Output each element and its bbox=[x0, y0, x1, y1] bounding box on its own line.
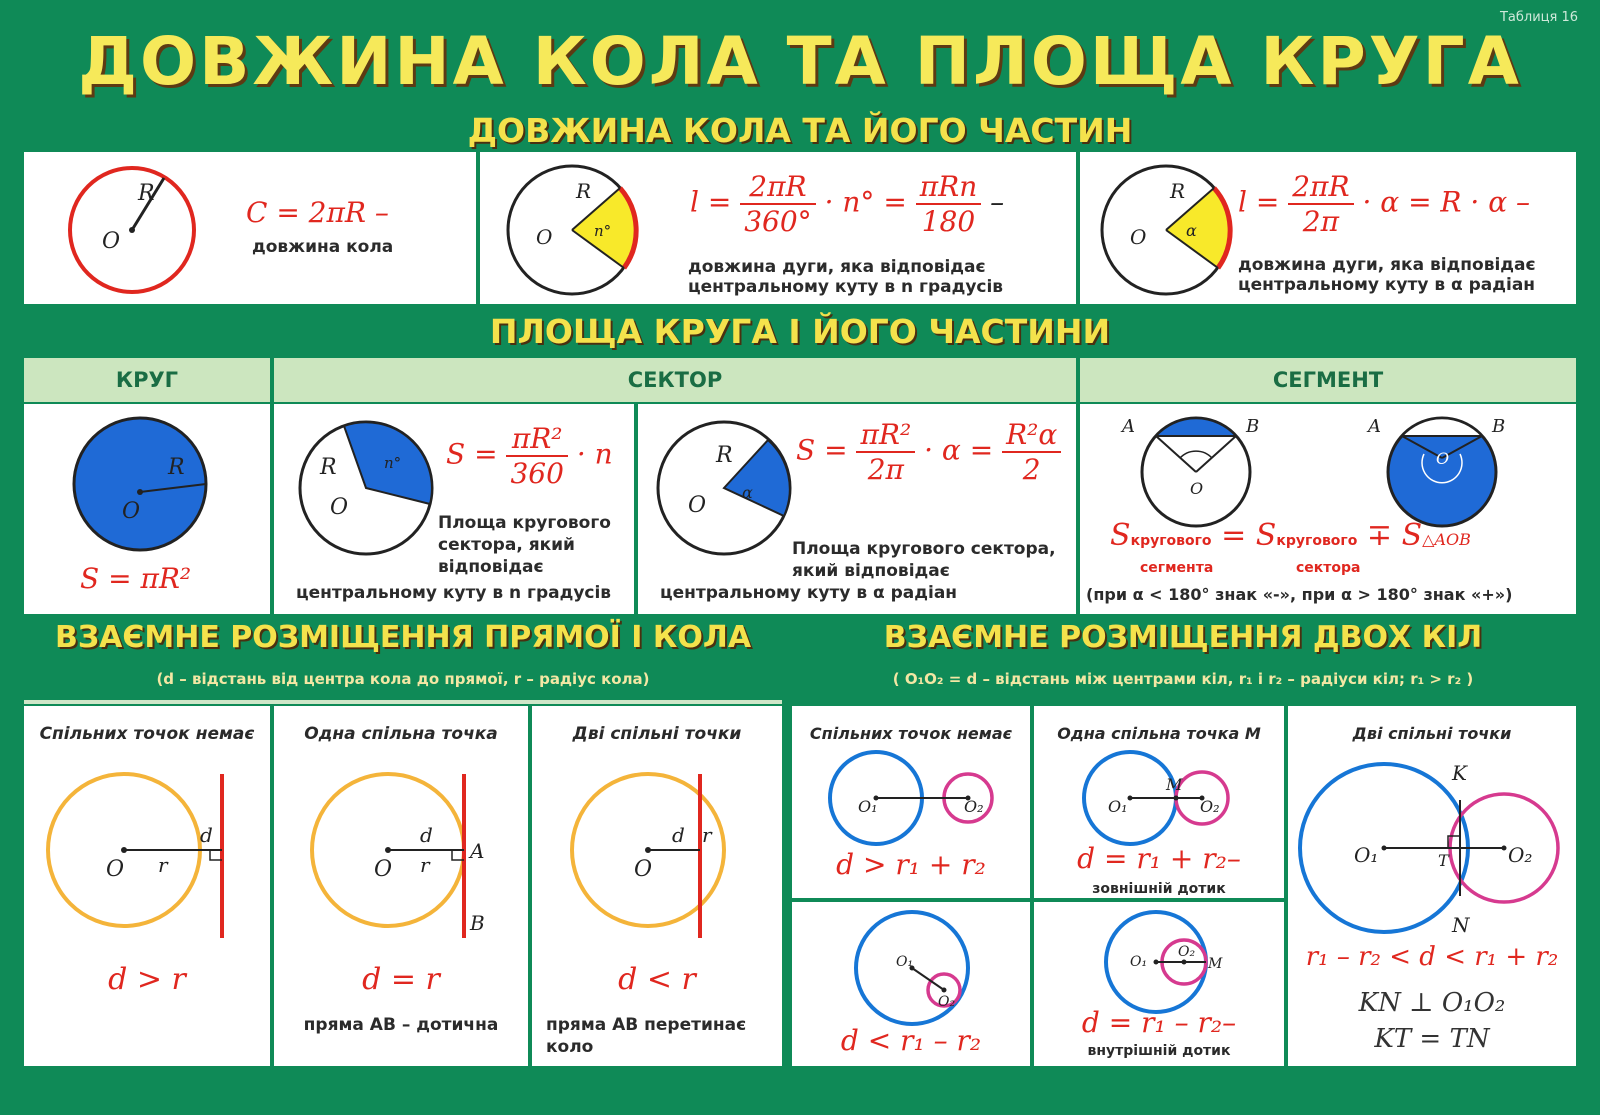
svg-text:B: B bbox=[1246, 416, 1260, 437]
fraction-2 bbox=[1002, 418, 1061, 486]
segment-s2: S bbox=[1255, 518, 1277, 553]
case-title: Спільних точок немає bbox=[39, 724, 255, 744]
circumference-panel-3 bbox=[1080, 152, 1576, 304]
sector-radians-caption-2: який відповідає bbox=[792, 561, 950, 581]
svg-text:O₂: O₂ bbox=[1178, 944, 1196, 960]
sector-tail: · n bbox=[576, 437, 613, 471]
svg-text:R: R bbox=[320, 455, 337, 480]
svg-text:O: O bbox=[688, 493, 707, 518]
svg-text:O: O bbox=[1130, 225, 1147, 249]
svg-text:O: O bbox=[634, 857, 653, 882]
circumference-panel-2 bbox=[480, 152, 1076, 304]
case-formula: d < r bbox=[618, 962, 696, 997]
fraction-1 bbox=[740, 170, 815, 238]
external-tangent-diagram bbox=[1060, 750, 1260, 850]
segment-formula bbox=[1110, 518, 1471, 553]
denominator: 360° bbox=[744, 205, 812, 238]
tc-title: Спільних точок немає bbox=[809, 724, 1013, 743]
filled-circle-diagram bbox=[50, 412, 230, 562]
arc-degrees-caption-1: довжина дуги, яка відповідає bbox=[688, 257, 986, 277]
internal-tangent-diagram bbox=[1084, 908, 1244, 1018]
svg-text:T: T bbox=[1438, 851, 1449, 870]
circumference-panel-1 bbox=[24, 152, 476, 304]
svg-text:B: B bbox=[470, 911, 485, 935]
case-formula: d > r bbox=[108, 962, 186, 997]
area-segment-panel bbox=[1080, 404, 1576, 614]
svg-text:R: R bbox=[168, 455, 185, 480]
svg-text:n°: n° bbox=[594, 222, 612, 240]
area-title: ПЛОЩА КРУГА І ЙОГО ЧАСТИНИ bbox=[489, 312, 1111, 351]
svg-text:A: A bbox=[1122, 416, 1135, 437]
tc-formula: d < r₁ – r₂ bbox=[840, 1024, 982, 1057]
svg-text:d: d bbox=[420, 823, 433, 847]
arc-degrees-formula bbox=[690, 170, 1004, 238]
case-title: Дві спільні точки bbox=[572, 724, 742, 744]
svg-text:O₁: O₁ bbox=[858, 797, 878, 816]
sector-radians-formula bbox=[796, 418, 1061, 486]
svg-text:R: R bbox=[716, 443, 733, 468]
svg-text:d: d bbox=[672, 823, 685, 847]
segment-s1: S bbox=[1110, 518, 1131, 553]
header-segment: СЕГМЕНТ bbox=[1080, 358, 1576, 402]
sector-mid: · α = bbox=[924, 433, 994, 467]
circle-area-formula: S = πR² bbox=[80, 562, 192, 595]
circumference-caption: довжина кола bbox=[252, 237, 394, 257]
svg-text:R: R bbox=[576, 179, 592, 203]
tc-title: Дві спільні точки bbox=[1352, 724, 1512, 743]
line-circle-case-3 bbox=[532, 706, 782, 1066]
two-circles-area bbox=[790, 706, 1576, 1066]
segment-eq: = bbox=[1221, 518, 1247, 553]
sector-degrees-formula bbox=[446, 422, 613, 490]
numerator: πR² bbox=[856, 418, 915, 453]
tc-formula: d > r₁ + r₂ bbox=[836, 848, 986, 881]
svg-text:O: O bbox=[374, 857, 393, 882]
svg-text:M: M bbox=[1208, 956, 1223, 972]
sector-degrees-caption-1: Площа кругового bbox=[438, 513, 611, 533]
svg-text:O₂: O₂ bbox=[1200, 797, 1220, 816]
svg-text:O: O bbox=[102, 229, 121, 254]
line-circle-case-1 bbox=[24, 706, 270, 1066]
nested-circles-diagram bbox=[832, 908, 992, 1028]
header-circle: КРУГ bbox=[24, 358, 270, 402]
line-circle-title: ВЗАЄМНЕ РОЗМІЩЕННЯ ПРЯМОЇ І КОЛА bbox=[54, 620, 752, 655]
case-caption: пряма AB перетинає коло bbox=[546, 1015, 747, 1057]
svg-text:O: O bbox=[1190, 479, 1204, 498]
arc-l: l = bbox=[1238, 185, 1280, 219]
sector-radians-diagram bbox=[644, 412, 804, 562]
sector-degrees-caption-3: відповідає bbox=[438, 557, 544, 577]
svg-text:R: R bbox=[1170, 179, 1186, 203]
denominator: 2π bbox=[867, 453, 904, 486]
line-circle-case-2 bbox=[274, 706, 528, 1066]
page-title: ДОВЖИНА КОЛА ТА ПЛОЩА КРУГА bbox=[78, 23, 1522, 100]
intersecting-circles-diagram bbox=[1294, 750, 1574, 940]
segment-pm: ∓ S bbox=[1366, 518, 1423, 553]
area-circle-panel bbox=[24, 404, 270, 614]
segment-sub2a: кругового bbox=[1276, 533, 1358, 549]
two-common-points-diagram bbox=[552, 770, 772, 950]
arc-radians-diagram bbox=[1086, 158, 1246, 298]
header-sector: СЕКТОР bbox=[274, 358, 1076, 402]
svg-text:O: O bbox=[122, 499, 141, 524]
circumference-title: ДОВЖИНА КОЛА ТА ЙОГО ЧАСТИН bbox=[467, 111, 1133, 150]
circle-radius-diagram bbox=[42, 160, 242, 300]
tc-title: Одна спільна точка M bbox=[1057, 724, 1261, 743]
sector-degrees-caption-4: центральному куту в n градусів bbox=[296, 583, 612, 603]
svg-text:r: r bbox=[158, 853, 168, 877]
svg-text:A: A bbox=[1368, 416, 1381, 437]
arc-l: l = bbox=[690, 185, 732, 219]
svg-text:O: O bbox=[330, 495, 349, 520]
svg-text:R: R bbox=[138, 181, 155, 206]
fraction-2 bbox=[916, 170, 982, 238]
tc-equal-segments: KT = TN bbox=[1374, 1024, 1490, 1054]
svg-text:r: r bbox=[702, 823, 712, 847]
svg-text:O₁: O₁ bbox=[1108, 797, 1128, 816]
svg-text:α: α bbox=[1186, 221, 1197, 240]
circumference-formula: C = 2πR – bbox=[246, 196, 389, 229]
denominator: 2 bbox=[1022, 453, 1041, 486]
svg-text:O: O bbox=[536, 225, 553, 249]
tc-formula: r₁ – r₂ < d < r₁ + r₂ bbox=[1305, 942, 1559, 972]
sector-s: S = bbox=[446, 437, 498, 471]
svg-text:K: K bbox=[1452, 761, 1467, 785]
area-sector-panel-1 bbox=[274, 404, 634, 614]
arc-mid: · n° = bbox=[824, 185, 907, 219]
case-title: Одна спільна точка bbox=[304, 724, 498, 744]
svg-text:O: O bbox=[106, 857, 125, 882]
numerator: πR² bbox=[506, 422, 567, 457]
arc-radians-caption-2: центральному куту в α радіан bbox=[1238, 275, 1536, 295]
tc-one-common bbox=[1034, 706, 1284, 898]
arc-tail: – bbox=[990, 185, 1005, 219]
svg-text:O₂: O₂ bbox=[1508, 843, 1533, 867]
sector-radians-caption-1: Площа кругового сектора, bbox=[792, 539, 1056, 559]
tc-caption: внутрішній дотик bbox=[1087, 1043, 1231, 1059]
denominator: 2π bbox=[1302, 205, 1339, 238]
segment-note: (при α < 180° знак «-», при α > 180° знак «+») bbox=[1086, 585, 1513, 604]
svg-text:O: O bbox=[1436, 449, 1450, 468]
svg-text:B: B bbox=[1492, 416, 1506, 437]
line-circle-bar bbox=[24, 700, 782, 704]
tc-formula: d = r₁ – r₂– bbox=[1081, 1006, 1237, 1039]
arc-radians-formula bbox=[1238, 170, 1530, 238]
arc-degrees-diagram bbox=[490, 158, 650, 298]
sector-degrees-diagram bbox=[284, 412, 444, 562]
segment-sub1a: кругового bbox=[1130, 533, 1212, 549]
segment-major-diagram bbox=[1356, 408, 1526, 528]
svg-text:α: α bbox=[742, 483, 753, 502]
segment-sub1b: сегмента bbox=[1140, 560, 1214, 576]
segment-sub3: △AOB bbox=[1422, 530, 1471, 549]
table-number: Таблиця 16 bbox=[1499, 10, 1578, 25]
tc-internal-no-common bbox=[792, 902, 1030, 1066]
svg-text:N: N bbox=[1452, 913, 1470, 937]
two-circles-note: ( O₁O₂ = d – відстань між центрами кіл, r₁ і r₂ – радіуси кіл; r₁ > r₂ ) bbox=[892, 670, 1474, 688]
denominator: 360 bbox=[510, 457, 564, 490]
arc-mid: · α = R · α – bbox=[1362, 185, 1531, 219]
fraction-1 bbox=[856, 418, 915, 486]
svg-text:O₂: O₂ bbox=[964, 797, 984, 816]
line-circle-note: (d – відстань від центра кола до прямої, r – радіус кола) bbox=[156, 670, 650, 688]
svg-text:M: M bbox=[1166, 775, 1183, 794]
area-sector-panel-2 bbox=[638, 404, 1076, 614]
case-caption: пряма AB – дотична bbox=[303, 1015, 499, 1035]
tc-two-common bbox=[1288, 706, 1576, 1066]
sector-degrees-caption-2: сектора, який bbox=[438, 535, 575, 555]
numerator: 2πR bbox=[740, 170, 815, 205]
numerator: R²α bbox=[1002, 418, 1061, 453]
svg-text:d: d bbox=[200, 823, 213, 847]
svg-text:O₁: O₁ bbox=[1130, 954, 1148, 970]
numerator: πRn bbox=[916, 170, 982, 205]
separate-circles-diagram bbox=[818, 750, 1018, 850]
no-common-points-diagram bbox=[34, 770, 264, 950]
fraction bbox=[506, 422, 567, 490]
svg-text:r: r bbox=[420, 853, 430, 877]
segment-sub2b: сектора bbox=[1296, 560, 1361, 576]
svg-text:O₁: O₁ bbox=[896, 954, 914, 970]
segment-minor-diagram bbox=[1110, 408, 1280, 528]
svg-text:O₁: O₁ bbox=[1354, 843, 1379, 867]
sector-s: S = bbox=[796, 433, 848, 467]
svg-text:n°: n° bbox=[384, 454, 402, 472]
tc-caption: зовнішній дотик bbox=[1092, 881, 1226, 897]
svg-text:A: A bbox=[470, 839, 485, 863]
tc-no-common bbox=[792, 706, 1030, 898]
denominator: 180 bbox=[921, 205, 976, 238]
arc-radians-caption-1: довжина дуги, яка відповідає bbox=[1238, 255, 1536, 275]
tc-perpendicular: KN ⊥ O₁O₂ bbox=[1358, 988, 1506, 1018]
tc-internal-tangent bbox=[1034, 902, 1284, 1066]
arc-degrees-caption-2: центральному куту в n градусів bbox=[688, 277, 1004, 297]
svg-text:O₂: O₂ bbox=[938, 994, 956, 1010]
fraction-1 bbox=[1288, 170, 1353, 238]
tc-formula: d = r₁ + r₂– bbox=[1077, 842, 1241, 875]
sector-radians-caption-3: центральному куту в α радіан bbox=[660, 583, 958, 603]
one-common-point-diagram bbox=[294, 770, 524, 950]
two-circles-title: ВЗАЄМНЕ РОЗМІЩЕННЯ ДВОХ КІЛ bbox=[883, 620, 1483, 655]
case-formula: d = r bbox=[362, 962, 440, 997]
numerator: 2πR bbox=[1288, 170, 1353, 205]
